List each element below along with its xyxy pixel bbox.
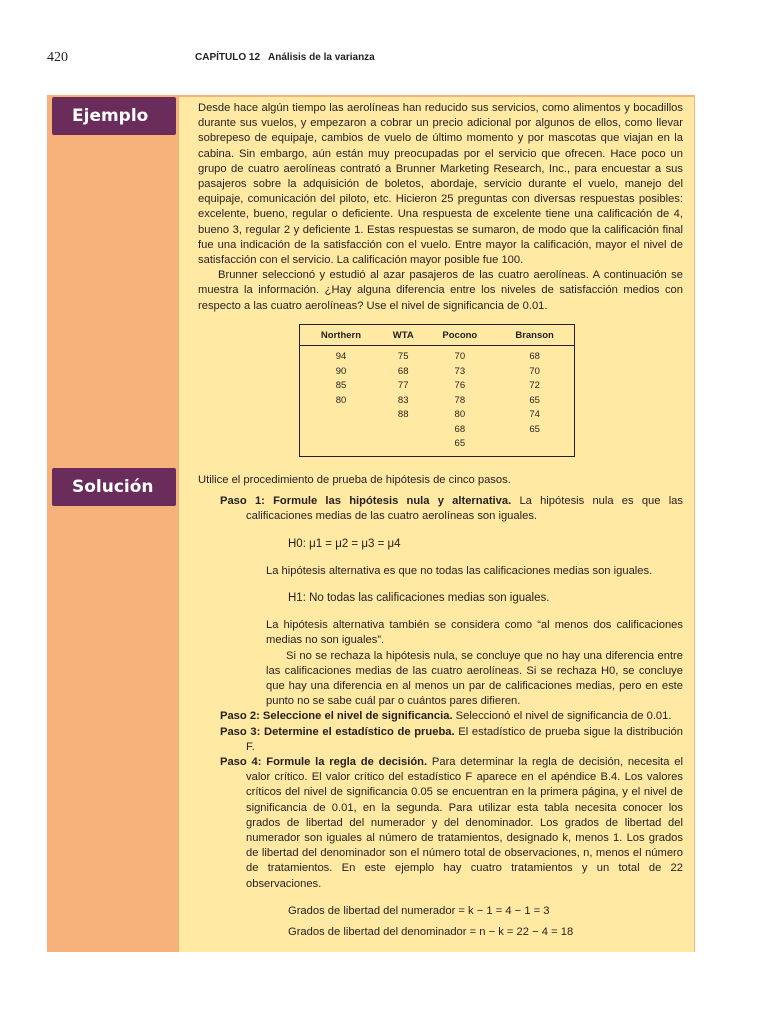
table-row — [300, 379, 575, 394]
paso-1-label: Paso 1: Formule las hipótesis nula y alternativa. — [220, 495, 512, 508]
table-cell — [382, 437, 425, 456]
paso-3-text: El estadístico de prueba sigue la distribución F. — [246, 725, 683, 753]
table-cell: 80 — [454, 409, 466, 420]
table-row — [300, 437, 575, 456]
col-header: WTA — [382, 325, 425, 346]
table-cell: 70 — [529, 365, 540, 377]
paso-1 — [198, 494, 683, 524]
table-cell: 70 — [454, 351, 466, 362]
table-cell: 68 — [529, 351, 540, 362]
table-row — [300, 346, 575, 365]
table-row — [300, 394, 575, 409]
gl-numerador: Grados de libertad del numerador = k − 1 = 4 − 1 = 3 — [288, 904, 550, 917]
table-cell: 68 — [454, 423, 466, 435]
ejemplo-paragraph-2: Brunner seleccionó y estudió al azar pasajeros de las cuatro aerolíneas. A continuación se muestra la información. ¿Hay alguna diferencia entre los niveles de satisfacción medios con respecto a las cuatro aerolíneas? Use el nivel de significancia de 0.01. — [198, 269, 683, 312]
table-cell: 72 — [529, 380, 540, 391]
running-head — [195, 52, 375, 63]
table-cell: 76 — [454, 380, 466, 391]
table-cell — [300, 423, 382, 438]
table-cell: 94 — [335, 351, 347, 362]
page-number: 420 — [47, 50, 68, 65]
chapter-title: Análisis de la varianza — [268, 52, 375, 63]
table-cell — [495, 437, 574, 456]
table-cell: 74 — [529, 409, 540, 420]
table-cell: 85 — [335, 380, 347, 391]
paso-3 — [198, 725, 683, 755]
table-row — [300, 423, 575, 438]
table-cell: 75 — [397, 351, 409, 362]
table-cell — [300, 437, 382, 456]
paso-4-label: Paso 4: Formule la regla de decisión. — [220, 756, 428, 769]
paso-3-label: Paso 3: Determine el estadístico de prueba. — [220, 725, 455, 738]
col-header: Branson — [495, 325, 574, 346]
table-cell: 65 — [454, 438, 466, 449]
table-cell: 65 — [529, 423, 540, 435]
h1-formula: H1: No todas las calificaciones medias son iguales. — [288, 592, 550, 605]
paso-4-text: Para determinar la regla de decisión, necesita el valor crítico. El valor crítico del estadístico F aparece en el apéndice B.4. Los valores críticos del nivel de significancia 0.05 se encuentran en la primera página, y el nivel de significancia de 0.01, en la segunda. Para utilizar esta tabla necesita conocer los grados de libertad del numerador y del denominador. Los grados de libertad del numerador son iguales al número de tratamientos, designado k, menos 1. Los grados de libertad del denominador son el número total de observaciones, n, menos el número de tratamientos. En este ejemplo hay cuatro tratamientos y un total de 22 observaciones. — [246, 756, 683, 890]
reject-text: Si no se rechaza la hipótesis nula, se concluye que no hay una diferencia entre las calificaciones medias de las cuatro aerolíneas. Si se rechaza H0, se concluye que hay una diferencia en al menos un par de calificaciones medias, pero en este punto no se sabe cuál par o cuántos pares difieren. — [266, 649, 683, 708]
table-cell — [382, 423, 425, 438]
airline-scores-table — [299, 324, 575, 457]
solucion-tab: Solución — [52, 468, 176, 506]
col-header: Pocono — [424, 325, 495, 346]
panel-right-rule — [694, 95, 695, 952]
panel-top-rule — [179, 95, 695, 97]
table-cell: 68 — [397, 365, 409, 377]
paso-2 — [198, 709, 683, 724]
chapter-number: CAPÍTULO 12 — [195, 52, 261, 63]
sidebar-band — [47, 95, 179, 952]
paso-2-label: Paso 2: Seleccione el nivel de significancia. — [220, 710, 453, 723]
paso-2-text: Seleccionó el nivel de significancia de 0.01. — [455, 710, 672, 723]
table-cell: 90 — [335, 365, 347, 377]
alt-hypothesis-text: La hipótesis alternativa es que no todas las calificaciones medias son iguales. — [266, 564, 653, 577]
table-cell — [300, 408, 382, 423]
solucion-intro: Utilice el procedimiento de prueba de hipótesis de cinco pasos. — [198, 474, 511, 486]
table-cell: 83 — [397, 394, 409, 406]
table-row — [300, 408, 575, 423]
table-header-row — [300, 325, 575, 346]
col-header: Northern — [300, 325, 382, 346]
paso-1-text: La hipótesis nula es que las calificaciones medias de las cuatro aerolíneas son iguales. — [246, 495, 683, 523]
table-cell: 73 — [454, 365, 466, 377]
gl-denominador: Grados de libertad del denominador = n − k = 22 − 4 = 18 — [288, 926, 574, 939]
table-cell: 65 — [529, 394, 540, 406]
table-row — [300, 365, 575, 380]
ejemplo-paragraph-1: Desde hace algún tiempo las aerolíneas han reducido sus servicios, como alimentos y bocadillos durante sus vuelos, y empezaron a cobrar un precio adicional por algunos de ellos, como llevar sobrepeso de equipaje, cambios de vuelo de último momento y por mascotas que viajan en la cabina. Sin embargo, aún están muy preocupadas por el servicio que ofrecen. Hace poco un grupo de cuatro aerolíneas contrató a Brunner Marketing Research, Inc., para encuestar a sus pasajeros sobre la adquisición de boletos, abordaje, servicio durante el vuelo, manejo del equipaje, comunicación del piloto, etc. Hicieron 25 preguntas con diversas respuestas posibles: excelente, bueno, regular o deficiente. Una respuesta de excelente tiene una calificación de 4, bueno 3, regular 2 y deficiente 1. Estas respuestas se sumaron, de modo que la calificación final fue una indicación de la satisfacción con el vuelo. Entre mayor la calificación, mayor el nivel de satisfacción con el servicio. La calificación mayor posible fue 100. — [198, 102, 683, 267]
table-cell: 80 — [335, 394, 347, 406]
ejemplo-tab: Ejemplo — [52, 97, 176, 135]
paso-4 — [198, 755, 683, 892]
h0-formula: H0: μ1 = μ2 = μ3 = μ4 — [288, 537, 401, 550]
solucion-text — [198, 473, 683, 940]
table-cell: 78 — [454, 394, 466, 406]
alt-hypothesis-text-2: La hipótesis alternativa también se considera como “al menos dos calificaciones medias no son iguales”. — [266, 619, 683, 647]
table-cell: 88 — [397, 409, 409, 420]
table-cell: 77 — [397, 380, 409, 391]
ejemplo-text — [198, 101, 683, 314]
